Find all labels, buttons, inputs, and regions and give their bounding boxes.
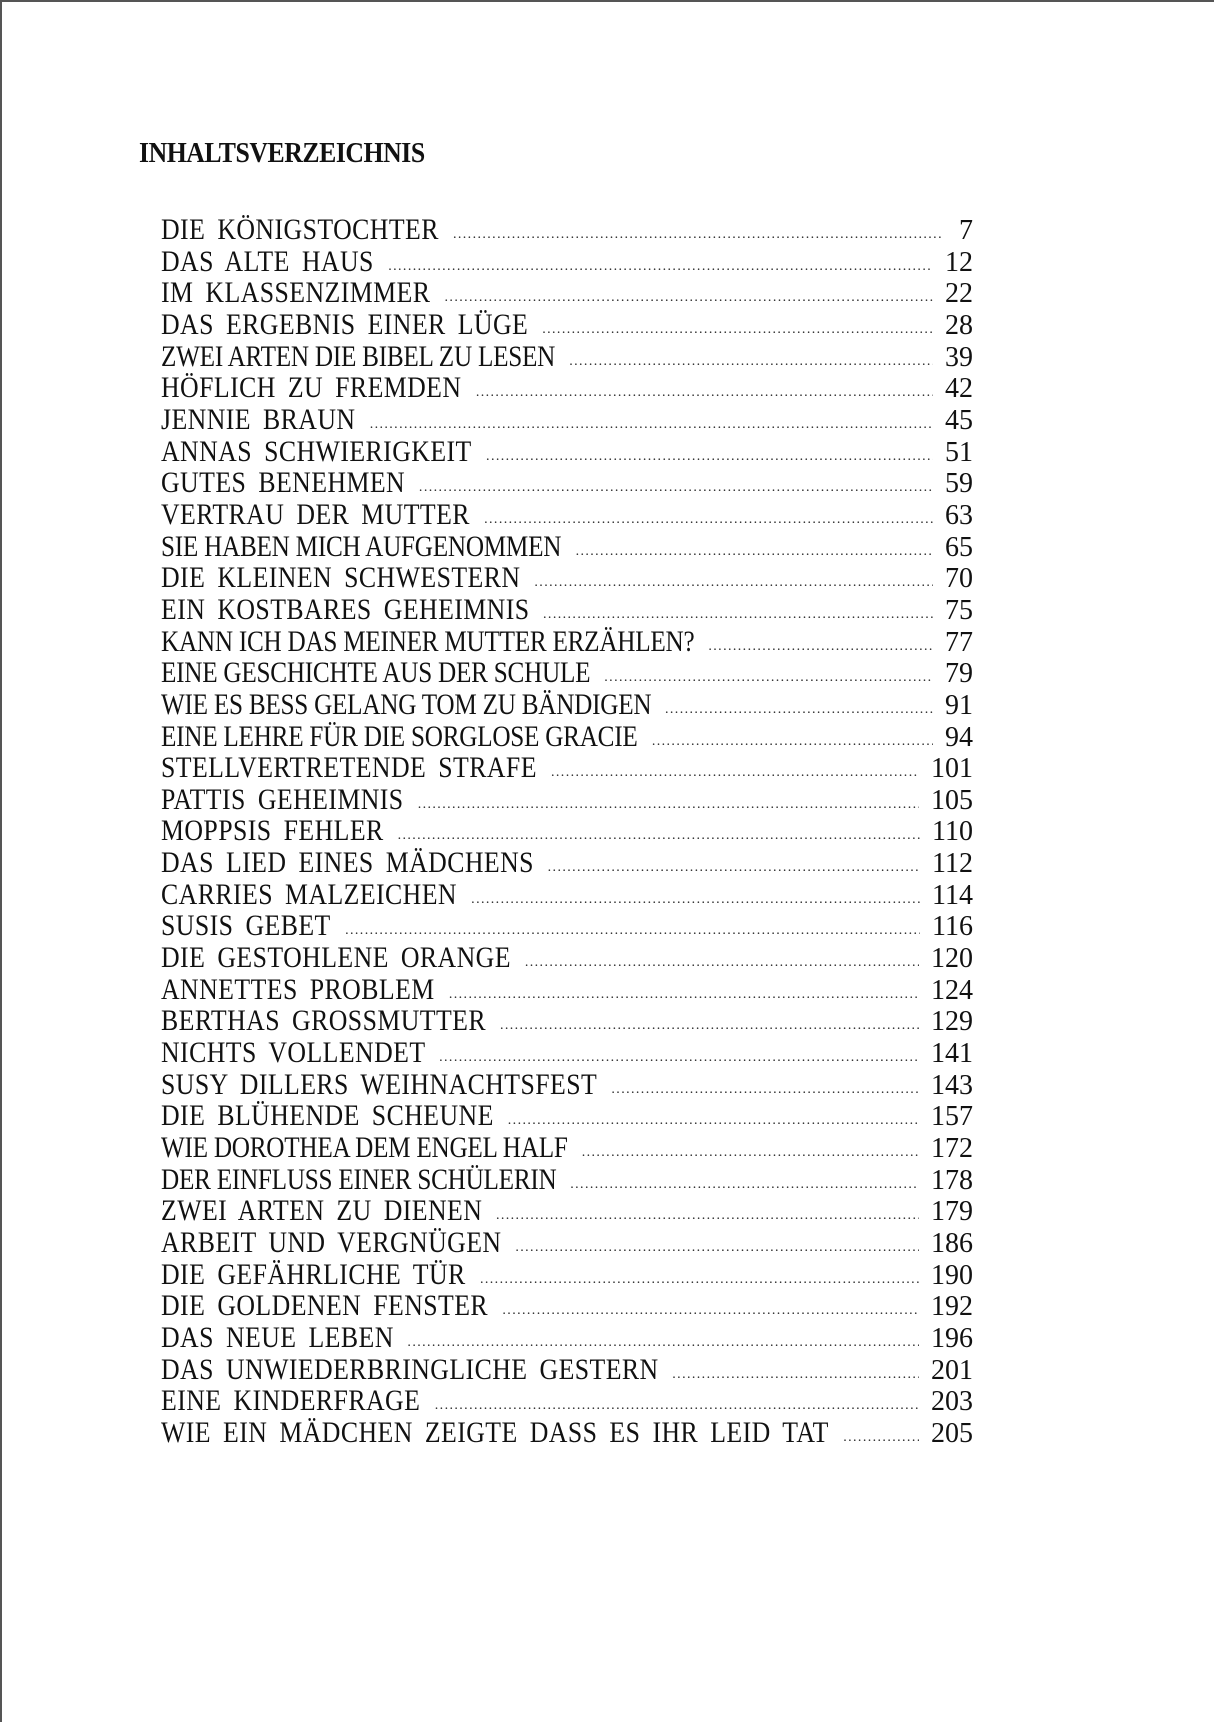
dot-leader <box>534 567 933 599</box>
toc-entry-title: ANNAS SCHWIERIGKEIT <box>161 434 472 468</box>
toc-entry-title: DIE GOLDENEN FENSTER <box>161 1289 489 1323</box>
toc-entry-title: DER EINFLUSS EINER SCHÜLERIN <box>161 1162 557 1196</box>
toc-entry-page-number: 196 <box>931 1322 973 1354</box>
dot-leader <box>582 1137 919 1169</box>
toc-entry[interactable] <box>161 815 973 847</box>
toc-entry-title: SIE HABEN MICH AUFGENOMMEN <box>161 529 562 563</box>
toc-entry[interactable] <box>161 1290 973 1322</box>
toc-entry-title: DAS LIED EINES MÄDCHENS <box>161 846 534 880</box>
toc-entry[interactable] <box>161 277 973 309</box>
dot-leader <box>453 219 943 251</box>
toc-entry-page-number: 39 <box>945 341 973 373</box>
toc-entry[interactable] <box>161 1164 973 1196</box>
toc-entry[interactable] <box>161 1100 973 1132</box>
dot-leader <box>508 1105 919 1137</box>
toc-entry[interactable] <box>161 879 973 911</box>
toc-entry[interactable] <box>161 626 973 658</box>
toc-entry-page-number: 124 <box>931 974 973 1006</box>
toc-entry[interactable] <box>161 372 973 404</box>
toc-entry-page-number: 22 <box>945 278 973 310</box>
dot-leader <box>611 1074 919 1106</box>
toc-entry-page-number: 203 <box>931 1386 973 1418</box>
dot-leader <box>418 789 919 821</box>
toc-entry-title: ZWEI ARTEN DIE BIBEL ZU LESEN <box>161 339 556 373</box>
toc-entry[interactable] <box>161 1132 973 1164</box>
toc-entry-title: DAS ALTE HAUS <box>161 244 374 278</box>
toc-entry-page-number: 172 <box>931 1133 973 1165</box>
dot-leader <box>515 1232 919 1264</box>
toc-entry[interactable] <box>161 1417 973 1449</box>
toc-entry-title: SUSIS GEBET <box>161 909 331 943</box>
toc-entry[interactable] <box>161 1322 973 1354</box>
toc-entry-title: WIE ES BESS GELANG TOM ZU BÄNDIGEN <box>161 687 652 721</box>
toc-entry-title: DIE GEFÄHRLICHE TÜR <box>161 1257 466 1291</box>
table-of-contents <box>161 214 973 1449</box>
toc-entry-page-number: 91 <box>945 689 973 721</box>
toc-entry[interactable] <box>161 784 973 816</box>
toc-entry-page-number: 7 <box>959 215 973 246</box>
toc-entry[interactable] <box>161 436 973 468</box>
toc-entry-title: WIE EIN MÄDCHEN ZEIGTE DASS ES IHR LEID TAT <box>161 1415 829 1449</box>
toc-entry[interactable] <box>161 689 973 721</box>
toc-entry-title: EINE GESCHICHTE AUS DER SCHULE <box>161 656 591 690</box>
dot-leader <box>652 726 933 758</box>
toc-entry-page-number: 28 <box>945 309 973 341</box>
dot-leader <box>672 1359 919 1391</box>
dot-leader <box>570 1169 919 1201</box>
toc-entry-page-number: 12 <box>945 246 973 278</box>
toc-entry[interactable] <box>161 1354 973 1386</box>
toc-entry-title: MOPPSIS FEHLER <box>161 814 384 848</box>
toc-entry[interactable] <box>161 1385 973 1417</box>
toc-entry-title: CARRIES MALZEICHEN <box>161 877 457 911</box>
toc-heading: INHALTSVERZEICHNIS <box>139 138 425 169</box>
toc-entry-title: ANNETTES PROBLEM <box>161 972 435 1006</box>
toc-entry-title: DIE KLEINEN SCHWESTERN <box>161 561 521 595</box>
toc-entry-title: VERTRAU DER MUTTER <box>161 497 470 531</box>
dot-leader <box>569 346 933 378</box>
toc-entry-title: DIE KÖNIGSTOCHTER <box>161 213 439 246</box>
dot-leader <box>551 757 919 789</box>
toc-entry-page-number: 75 <box>945 594 973 626</box>
toc-entry-title: HÖFLICH ZU FREMDEN <box>161 371 462 405</box>
toc-entry-page-number: 101 <box>931 753 973 785</box>
toc-entry[interactable] <box>161 847 973 879</box>
toc-entry-title: SUSY DILLERS WEIHNACHTSFEST <box>161 1067 598 1101</box>
dot-leader <box>471 884 920 916</box>
toc-entry[interactable] <box>161 246 973 278</box>
toc-entry-page-number: 178 <box>931 1164 973 1196</box>
toc-entry-title: GUTES BENEHMEN <box>161 466 406 500</box>
toc-entry[interactable] <box>161 309 973 341</box>
toc-entry-title: DAS NEUE LEBEN <box>161 1320 394 1354</box>
toc-entry-title: EINE LEHRE FÜR DIE SORGLOSE GRACIE <box>161 719 638 753</box>
toc-entry-page-number: 65 <box>945 531 973 563</box>
toc-entry[interactable] <box>161 942 973 974</box>
dot-leader <box>419 472 933 504</box>
toc-entry-title: EIN KOSTBARES GEHEIMNIS <box>161 592 530 626</box>
toc-entry-page-number: 77 <box>945 626 973 658</box>
toc-entry[interactable] <box>161 1195 973 1227</box>
toc-entry[interactable] <box>161 721 973 753</box>
dot-leader <box>604 662 933 694</box>
toc-entry[interactable] <box>161 1259 973 1291</box>
dot-leader <box>542 314 933 346</box>
toc-entry[interactable] <box>161 594 973 626</box>
dot-leader <box>548 852 920 884</box>
toc-entry-page-number: 114 <box>932 879 973 911</box>
toc-entry-title: PATTIS GEHEIMNIS <box>161 782 404 816</box>
toc-entry[interactable] <box>161 1069 973 1101</box>
toc-entry-page-number: 70 <box>945 563 973 595</box>
toc-entry-page-number: 120 <box>931 943 973 975</box>
dot-leader <box>502 1295 919 1327</box>
toc-entry-page-number: 59 <box>945 468 973 500</box>
toc-entry-page-number: 179 <box>931 1196 973 1228</box>
toc-entry[interactable] <box>161 752 973 784</box>
toc-entry-title: WIE DOROTHEA DEM ENGEL HALF <box>161 1131 568 1165</box>
toc-entry-page-number: 110 <box>932 816 973 848</box>
toc-entry-title: DAS UNWIEDERBRINGLICHE GESTERN <box>161 1352 659 1386</box>
toc-entry-title: DAS ERGEBNIS EINER LÜGE <box>161 307 529 341</box>
toc-entry[interactable] <box>161 562 973 594</box>
toc-entry[interactable] <box>161 214 973 246</box>
dot-leader <box>449 979 919 1011</box>
toc-entry[interactable] <box>161 404 973 436</box>
dot-leader <box>486 441 933 473</box>
toc-entry[interactable] <box>161 974 973 1006</box>
dot-leader <box>480 1264 919 1296</box>
toc-entry-page-number: 51 <box>945 436 973 468</box>
dot-leader <box>496 1200 919 1232</box>
toc-entry-title: KANN ICH DAS MEINER MUTTER ERZÄHLEN? <box>161 624 695 658</box>
toc-entry-page-number: 205 <box>931 1417 973 1449</box>
toc-entry[interactable] <box>161 499 973 531</box>
toc-entry-title: DIE BLÜHENDE SCHEUNE <box>161 1099 494 1133</box>
toc-entry-title: DIE GESTOHLENE ORANGE <box>161 941 511 975</box>
toc-entry-title: JENNIE BRAUN <box>161 402 356 436</box>
toc-entry-page-number: 42 <box>945 373 973 405</box>
toc-entry-page-number: 105 <box>931 784 973 816</box>
dot-leader <box>708 631 933 663</box>
toc-entry-title: IM KLASSENZIMMER <box>161 276 431 310</box>
toc-entry-page-number: 116 <box>932 911 973 943</box>
dot-leader <box>525 947 919 979</box>
dot-leader <box>665 694 933 726</box>
toc-entry-page-number: 112 <box>932 848 973 880</box>
dot-leader <box>388 251 933 283</box>
toc-entry-page-number: 190 <box>931 1259 973 1291</box>
toc-entry[interactable] <box>161 910 973 942</box>
toc-entry-page-number: 157 <box>931 1101 973 1133</box>
toc-entry[interactable] <box>161 657 973 689</box>
toc-entry[interactable] <box>161 1005 973 1037</box>
toc-entry-title: ZWEI ARTEN ZU DIENEN <box>161 1194 483 1228</box>
toc-entry-page-number: 79 <box>945 658 973 690</box>
toc-entry-page-number: 45 <box>945 404 973 436</box>
toc-entry-title: EINE KINDERFRAGE <box>161 1384 421 1418</box>
toc-entry[interactable] <box>161 1227 973 1259</box>
toc-entry[interactable] <box>161 1037 973 1069</box>
toc-entry-page-number: 201 <box>931 1354 973 1386</box>
toc-entry-page-number: 141 <box>931 1038 973 1070</box>
toc-entry-title: ARBEIT UND VERGNÜGEN <box>161 1226 502 1259</box>
toc-entry-page-number: 129 <box>931 1006 973 1038</box>
toc-entry-page-number: 63 <box>945 499 973 531</box>
dot-leader <box>476 377 933 409</box>
toc-entry-page-number: 192 <box>931 1291 973 1323</box>
toc-entry-title: STELLVERTRETENDE STRAFE <box>161 751 537 785</box>
toc-entry-title: BERTHAS GROSSMUTTER <box>161 1004 487 1038</box>
dot-leader <box>500 1010 919 1042</box>
toc-entry-page-number: 94 <box>945 721 973 753</box>
toc-entry-page-number: 143 <box>931 1069 973 1101</box>
toc-entry[interactable] <box>161 467 973 499</box>
toc-entry-title: NICHTS VOLLENDET <box>161 1036 426 1070</box>
dot-leader <box>843 1422 919 1454</box>
dot-leader <box>576 536 933 568</box>
toc-entry-page-number: 186 <box>931 1228 973 1259</box>
